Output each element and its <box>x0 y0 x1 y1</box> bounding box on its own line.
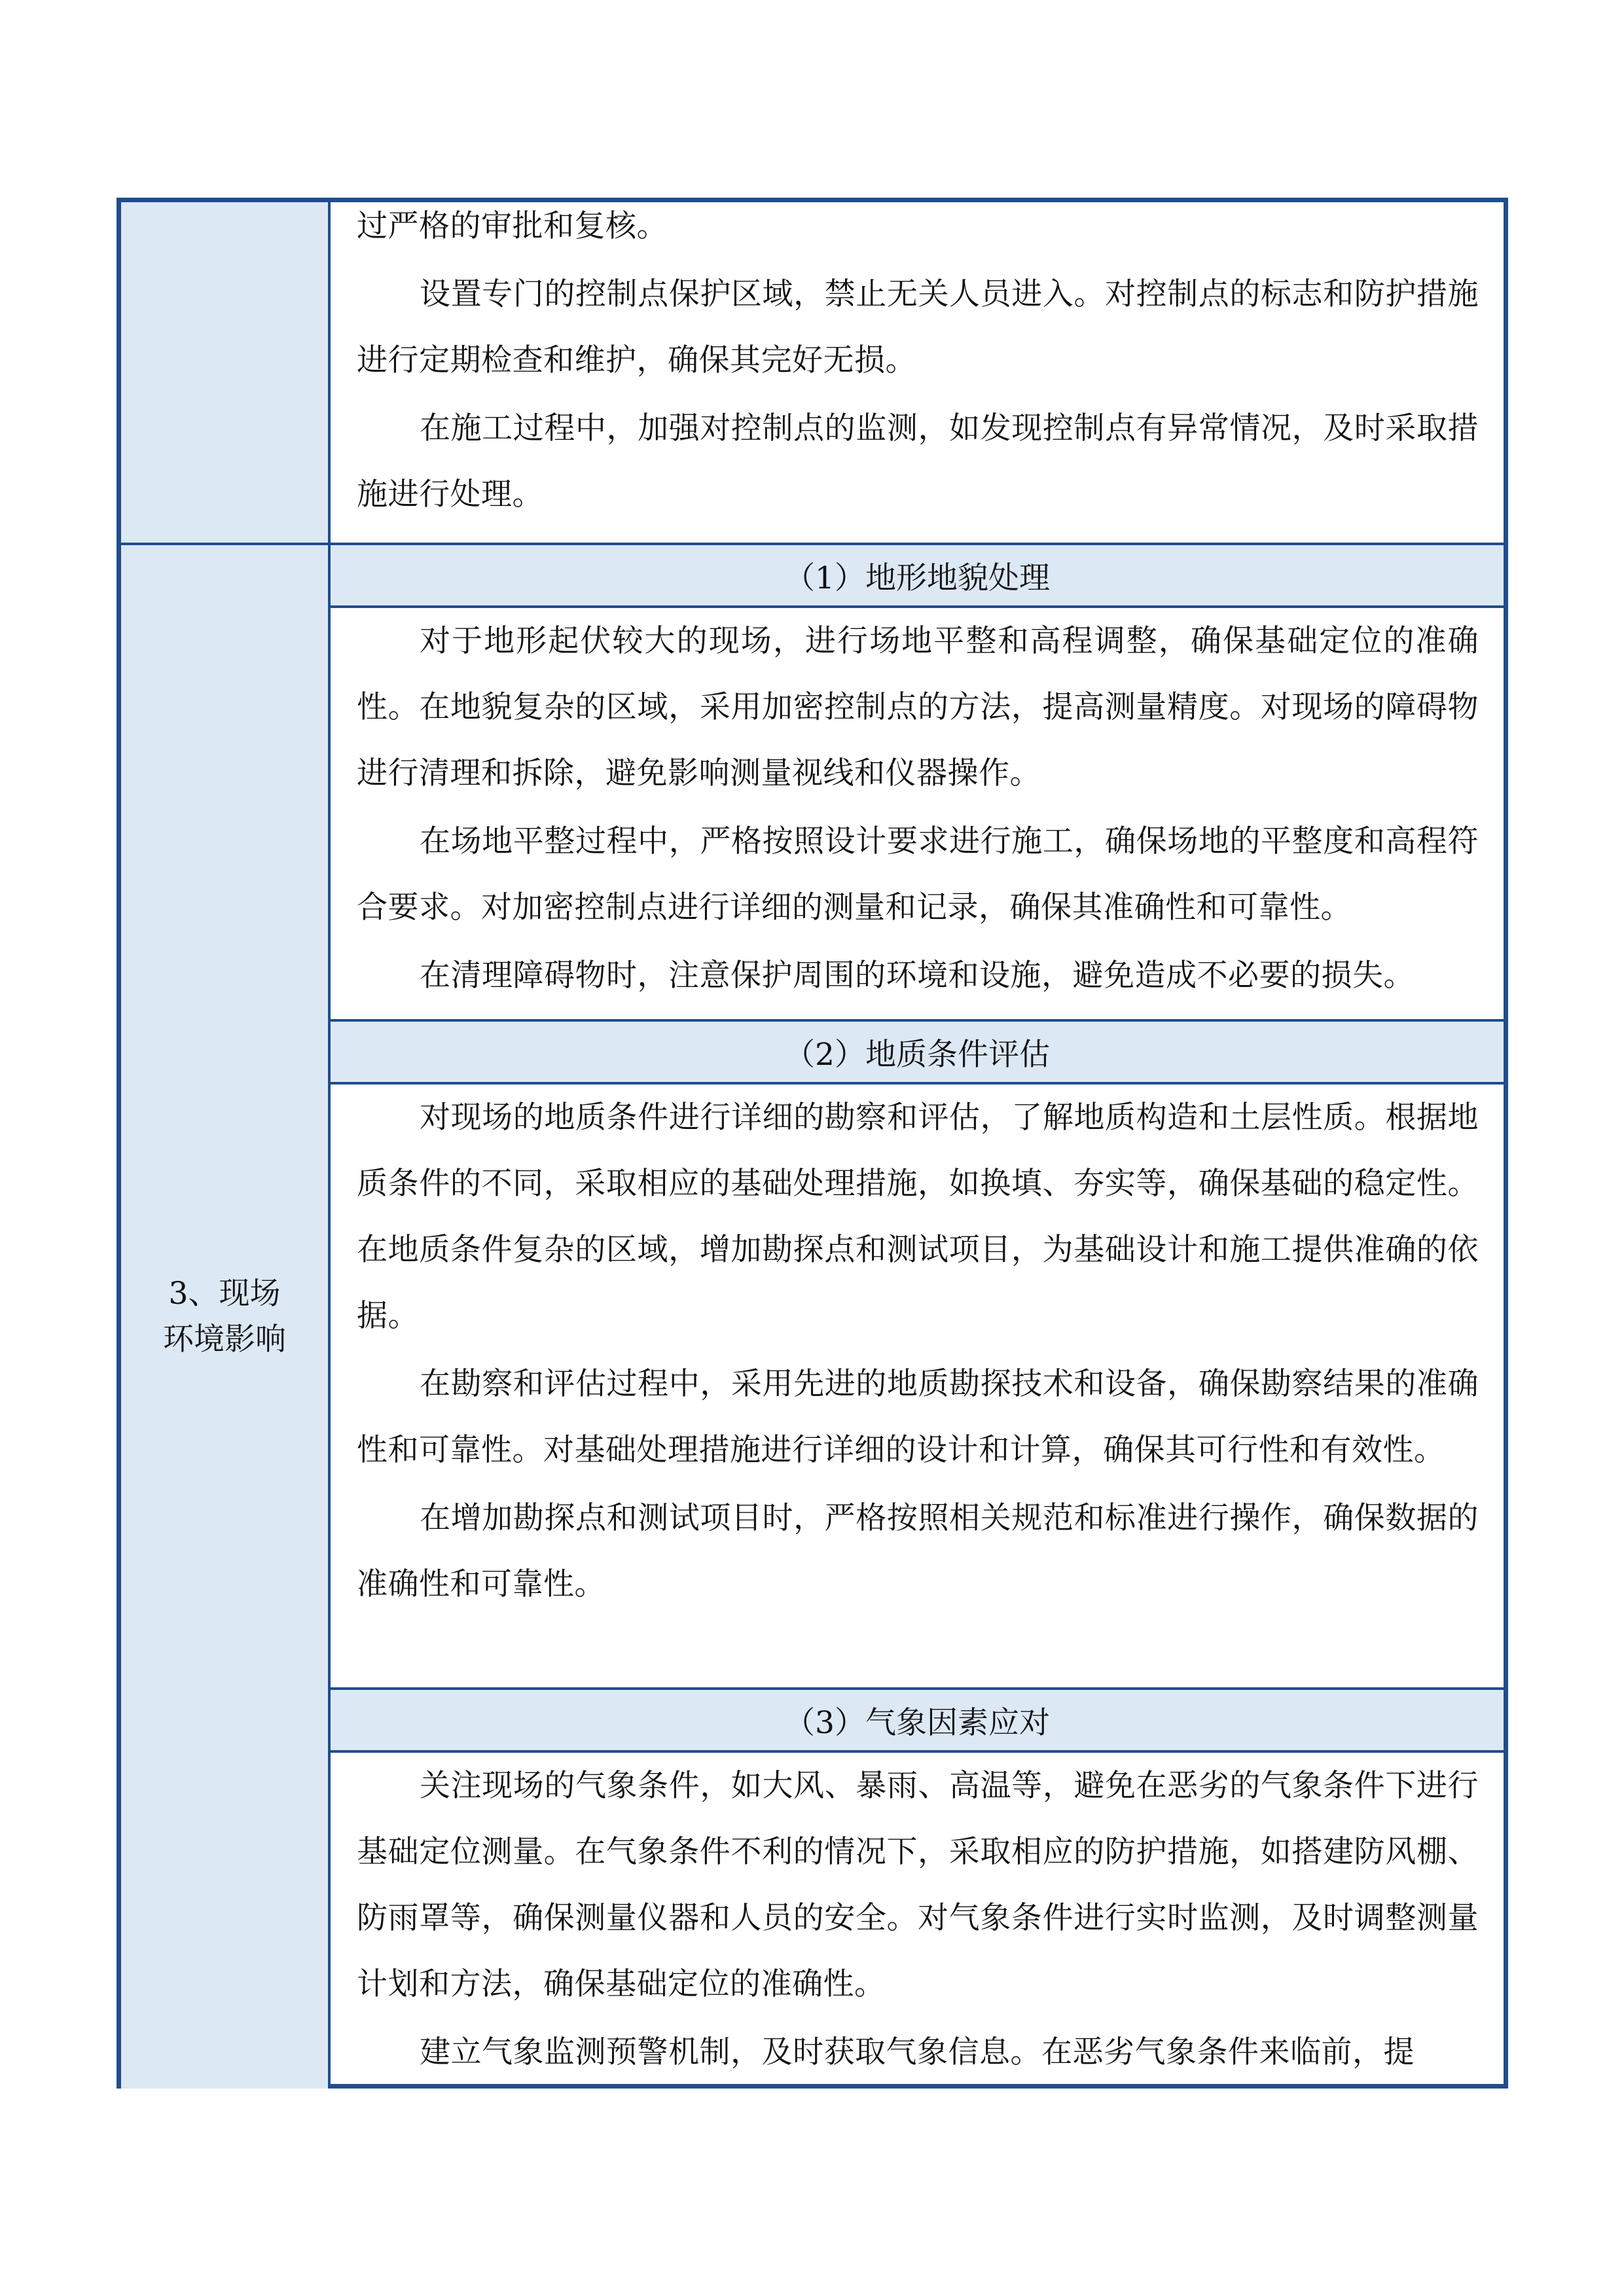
paragraph: 在清理障碍物时，注意保护周围的环境和设施，避免造成不必要的损失。 <box>420 958 1415 994</box>
section-heading-weather <box>331 1690 1504 1753</box>
paragraph: 在增加勘探点和测试项目时，严格按照相关规范和标准进行操作，确保数据的准确性和可靠性。 <box>357 1500 1479 1602</box>
content-cell-previous <box>331 193 1504 528</box>
paragraph: 关注现场的气象条件，如大风、暴雨、高温等，避免在恶劣的气象条件下进行基础定位测量。在气象条件不利的情况下，采取相应的防护措施，如搭建防风棚、防雨罩等，确保测量仪器和人员的安全。对气象条件进行实时监测，及时调整测量计划和方法，确保基础定位的准确性。 <box>357 1768 1479 2002</box>
section-heading-text: （1）地形地貌处理 <box>784 560 1050 596</box>
category-cell-site-environment <box>121 545 331 2089</box>
paragraph: 在场地平整过程中，严格按照设计要求进行施工，确保场地的平整度和高程符合要求。对加密控制点进行详细的测量和记录，确保其准确性和可靠性。 <box>357 823 1479 925</box>
paragraph: 在勘察和评估过程中，采用先进的地质勘探技术和设备，确保勘察结果的准确性和可靠性。对基础处理措施进行详细的设计和计算，确保其可行性和有效性。 <box>357 1366 1479 1468</box>
paragraph: 设置专门的控制点保护区域，禁止无关人员进入。对控制点的标志和防护措施进行定期检查和维护，确保其完好无损。 <box>357 276 1479 378</box>
section-body-geology <box>331 1085 1504 1687</box>
paragraph: 过严格的审批和复核。 <box>357 208 668 244</box>
section-heading-terrain <box>331 545 1504 608</box>
section-body-weather <box>331 1753 1504 2089</box>
section-heading-text: （2）地质条件评估 <box>784 1036 1050 1073</box>
paragraph: 在施工过程中，加强对控制点的监测，如发现控制点有异常情况，及时采取措施进行处理。 <box>357 410 1479 512</box>
paragraph: 建立气象监测预警机制，及时获取气象信息。在恶劣气象条件来临前，提 <box>420 2034 1415 2070</box>
table-row-site-environment <box>121 545 1504 2089</box>
paragraph: 对于地形起伏较大的现场，进行场地平整和高程调整，确保基础定位的准确性。在地貌复杂的区域，采用加密控制点的方法，提高测量精度。对现场的障碍物进行清理和拆除，避免影响测量视线和仪器操作。 <box>357 623 1479 791</box>
section-heading-geology <box>331 1022 1504 1085</box>
content-table <box>117 198 1508 2089</box>
category-label: 3、现场环境影响 <box>163 1276 286 1357</box>
category-cell-previous <box>121 202 331 543</box>
section-body-terrain <box>331 608 1504 1016</box>
section-heading-text: （3）气象因素应对 <box>784 1704 1050 1741</box>
paragraph: 对现场的地质条件进行详细的勘察和评估，了解地质构造和土层性质。根据地质条件的不同，采取相应的基础处理措施，如换填、夯实等，确保基础的稳定性。在地质条件复杂的区域，增加勘探点和测试项目，为基础设计和施工提供准确的依据。 <box>357 1100 1479 1334</box>
table-row-previous <box>121 202 1504 543</box>
